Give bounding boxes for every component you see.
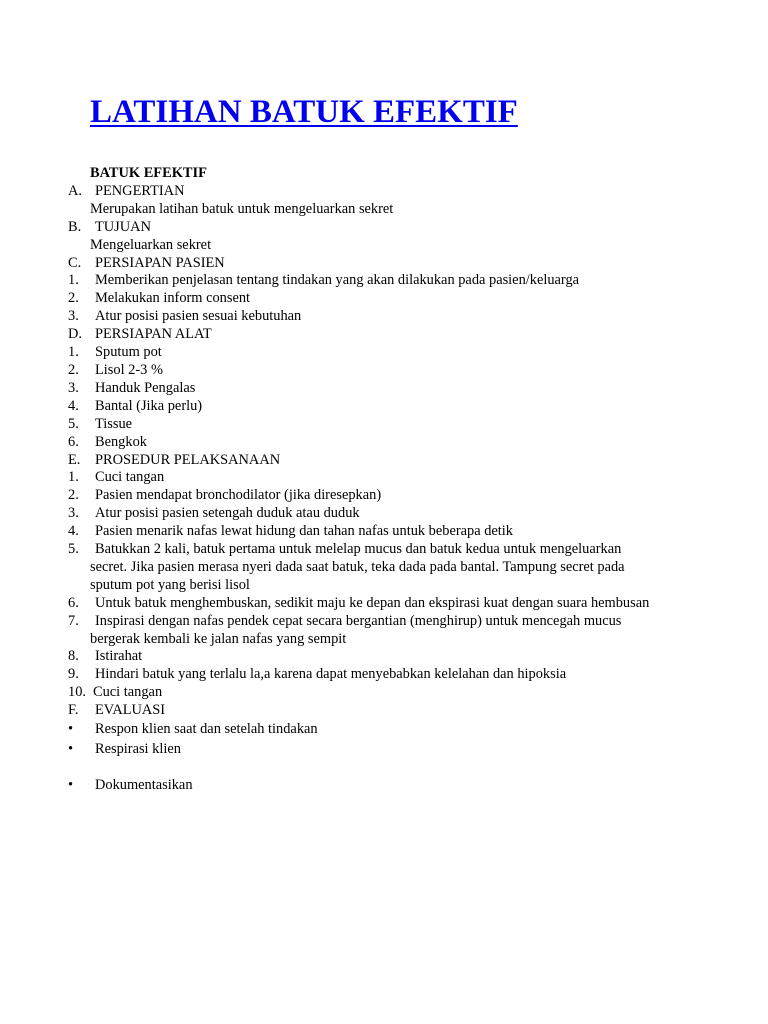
- section-marker: D.: [68, 326, 82, 343]
- section-marker: A.: [68, 182, 82, 199]
- list-item: [68, 272, 708, 290]
- item-number: 3.: [68, 379, 79, 396]
- item-text: Untuk batuk menghembuskan, sedikit maju ke depan dan ekspirasi kuat dengan suara hembusan: [95, 594, 650, 611]
- item-text: Pasien mendapat bronchodilator (jika diresepkan): [95, 487, 382, 504]
- bullet-item: [68, 741, 708, 759]
- item-text: Cuci tangan: [95, 469, 165, 486]
- section-marker: F.: [68, 702, 79, 719]
- section-heading: PROSEDUR PELAKSANAAN: [95, 451, 281, 468]
- item-text-continuation: bergerak kembali ke jalan nafas yang sempit: [90, 630, 347, 647]
- section-marker: C.: [68, 254, 82, 271]
- list-item: [68, 362, 708, 380]
- item-text: Melakukan inform consent: [95, 290, 251, 307]
- list-item: [68, 308, 708, 326]
- item-number: 4.: [68, 523, 79, 540]
- section-marker: E.: [68, 451, 81, 468]
- item-text: Atur posisi pasien sesuai kebutuhan: [95, 308, 302, 325]
- list-item: [68, 290, 708, 308]
- list-item: [68, 648, 708, 666]
- item-number: 4.: [68, 397, 79, 414]
- item-text: Atur posisi pasien setengah duduk atau duduk: [95, 505, 360, 522]
- item-number: 6.: [68, 594, 79, 611]
- item-text: Inspirasi dengan nafas pendek cepat secara bergantian (menghirup) untuk mencegah mucus: [95, 612, 622, 629]
- bullet-text: Respon klien saat dan setelah tindakan: [95, 721, 318, 738]
- item-text: Bengkok: [95, 433, 147, 450]
- section-d-heading: [68, 326, 708, 344]
- item-number: 2.: [68, 361, 79, 378]
- list-item: [68, 487, 708, 505]
- document-title[interactable]: LATIHAN BATUK EFEKTIF: [90, 94, 518, 130]
- item-text: Batukkan 2 kali, batuk pertama untuk melelap mucus dan batuk kedua untuk mengeluarkan: [95, 541, 622, 558]
- item-number: 2.: [68, 290, 79, 307]
- section-heading: PERSIAPAN ALAT: [95, 326, 212, 343]
- item-number: 1.: [68, 469, 79, 486]
- list-item: [68, 380, 708, 398]
- list-item: [68, 416, 708, 434]
- list-item: [68, 398, 708, 416]
- list-item: [68, 541, 708, 559]
- bullet-icon: •: [68, 741, 74, 757]
- item-number: 3.: [68, 505, 79, 522]
- item-number: 2.: [68, 487, 79, 504]
- item-text: Istirahat: [95, 648, 143, 665]
- item-number: 6.: [68, 433, 79, 450]
- item-number: 1.: [68, 344, 79, 361]
- list-item: [68, 434, 708, 452]
- bullet-item: [68, 777, 708, 795]
- list-item: [68, 666, 708, 684]
- item-text: Tissue: [95, 415, 133, 432]
- section-c-heading: [68, 255, 708, 273]
- bullet-icon: •: [68, 721, 74, 738]
- section-marker: B.: [68, 218, 82, 235]
- item-text: Cuci tangan: [93, 684, 163, 701]
- section-b-text: Mengeluarkan sekret: [90, 236, 212, 253]
- item-number: 5.: [68, 415, 79, 432]
- item-text-continuation: sputum pot yang berisi lisol: [90, 576, 250, 593]
- bullet-item: [68, 721, 708, 739]
- list-item: [68, 469, 708, 487]
- item-number: 7.: [68, 612, 79, 629]
- item-number: 3.: [68, 308, 79, 325]
- section-heading: PENGERTIAN: [95, 182, 185, 199]
- list-item: [68, 344, 708, 362]
- list-item: [68, 684, 708, 702]
- item-text: Sputum pot: [95, 344, 162, 361]
- bullet-icon: •: [68, 776, 74, 793]
- section-heading: TUJUAN: [95, 218, 151, 235]
- item-text: Pasien menarik nafas lewat hidung dan tahan nafas untuk beberapa detik: [95, 523, 513, 540]
- list-item: [68, 523, 708, 541]
- item-text-continuation: secret. Jika pasien merasa nyeri dada saat batuk, teka dada pada bantal. Tampung secret pada: [90, 558, 625, 575]
- section-a-text: Merupakan latihan batuk untuk mengeluarkan sekret: [90, 200, 394, 217]
- list-item: [68, 505, 708, 523]
- item-number: 10.: [68, 684, 86, 701]
- section-a-heading: [68, 183, 708, 201]
- item-number: 8.: [68, 648, 79, 665]
- item-number: 5.: [68, 541, 79, 558]
- item-number: 1.: [68, 272, 79, 289]
- item-text: Lisol 2-3 %: [95, 361, 163, 378]
- section-f-heading: [68, 702, 708, 720]
- item-text: Bantal (Jika perlu): [95, 397, 203, 414]
- bullet-text: Dokumentasikan: [95, 776, 193, 793]
- item-text: Handuk Pengalas: [95, 379, 196, 396]
- item-number: 9.: [68, 666, 79, 683]
- list-item: [68, 595, 708, 613]
- section-e-heading: [68, 452, 708, 470]
- list-item: [68, 613, 708, 631]
- section-heading: PERSIAPAN PASIEN: [95, 254, 225, 271]
- item-text: Hindari batuk yang terlalu la,a karena dapat menyebabkan kelelahan dan hipoksia: [95, 666, 567, 683]
- item-text: Memberikan penjelasan tentang tindakan yang akan dilakukan pada pasien/keluarga: [95, 272, 580, 289]
- section-b-heading: [68, 219, 708, 237]
- section-heading: EVALUASI: [95, 702, 166, 719]
- document-body: [68, 165, 708, 795]
- bullet-text: Respirasi klien: [95, 741, 181, 757]
- subtitle: BATUK EFEKTIF: [90, 165, 207, 181]
